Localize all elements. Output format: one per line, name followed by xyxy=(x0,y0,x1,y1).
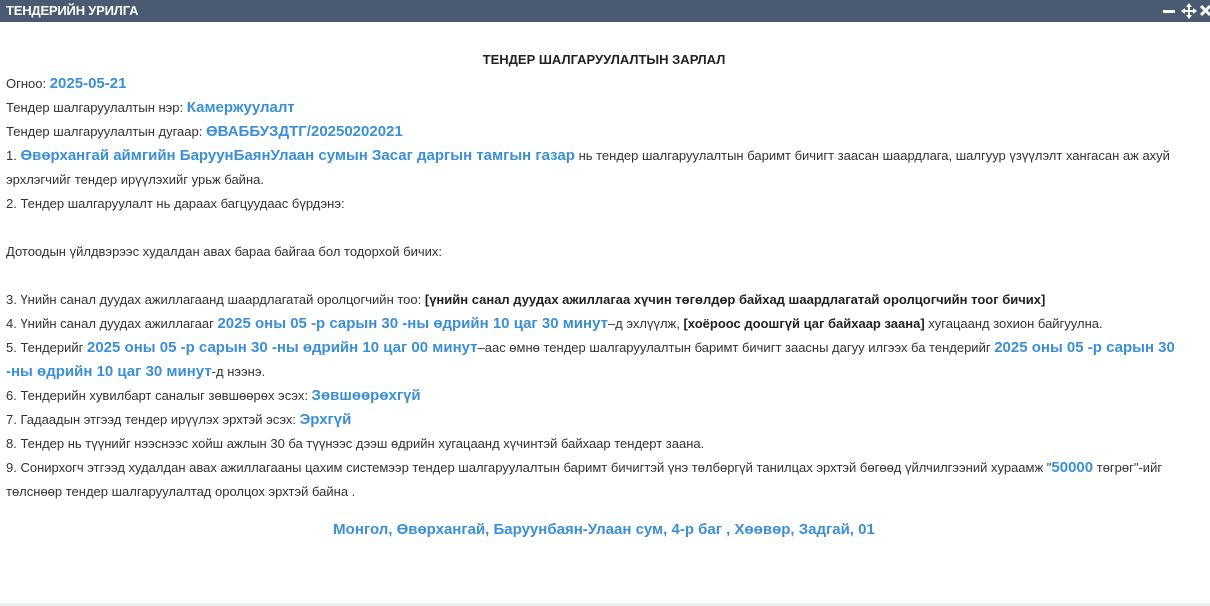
item-1-prefix: 1. xyxy=(6,148,21,163)
item-1 xyxy=(6,144,1202,192)
minimize-button[interactable] xyxy=(1160,2,1177,20)
item-4 xyxy=(6,312,1202,336)
item-7 xyxy=(6,408,1202,432)
opening-time: 2025 оны 05 -р сарын 30 -ны өдрийн 10 цаг 30 минут xyxy=(6,339,1175,380)
item-7-text: 7. Гадаадын этгээд тендер ирүүлэх эрхтэй эсэх: xyxy=(6,412,300,427)
item-9-text: 9. Сонирхогч этгээд худалдан авах ажиллагааны цахим системээр тендер шалгаруулалтын баримт бичигтэй үнэ төлбөргүй танилцах эрхтэй бөгөөд үйлчилгээний хураамж " xyxy=(6,460,1052,475)
move-button[interactable] xyxy=(1180,2,1197,20)
spacer xyxy=(6,264,1202,288)
item-4-placeholder: [хоёроос доошгүй цаг байхаар заана] xyxy=(683,316,925,331)
move-arrows-icon xyxy=(1181,3,1197,19)
item-2: 2. Тендер шалгаруулалт нь дараах багцуудаас бүрдэнэ: xyxy=(6,196,345,211)
item-6-text: 6. Тендерийн хувилбарт саналыг зөвшөөрөх эсэх: xyxy=(6,388,312,403)
date-value: 2025-05-21 xyxy=(49,75,127,92)
submission-deadline: 2025 оны 05 -р сарын 30 -ны өдрийн 10 цаг 00 минут xyxy=(87,339,478,356)
address: Монгол, Өвөрхангай, Баруунбаян-Улаан сум, 4-р баг , Хөөвөр, Задгай, 01 xyxy=(333,521,875,538)
organization-name: Өвөрхангай аймгийн БаруунБаянУлаан сумын Засаг даргын тамгын газар xyxy=(20,147,575,164)
window-titlebar xyxy=(0,0,1210,22)
date-row xyxy=(6,72,1202,96)
foreign-bidders-value: Эрхгүй xyxy=(299,411,352,428)
item-5-end: -д нээнэ. xyxy=(211,364,266,379)
item-9 xyxy=(6,456,1202,504)
close-icon xyxy=(1200,4,1210,18)
tender-number-value: ӨВАББУЗДТГ/20250202021 xyxy=(205,123,403,140)
item-6 xyxy=(6,384,1202,408)
auction-start-time: 2025 оны 05 -р сарын 30 -ны өдрийн 10 цаг 30 минут xyxy=(217,315,608,332)
item-3 xyxy=(6,288,1202,312)
tender-number-row xyxy=(6,120,1202,144)
tender-number-label: Тендер шалгаруулалтын дугаар: xyxy=(6,124,206,139)
item-5-mid: –аас өмнө тендер шалгаруулалтын баримт бичигт заасны дагуу илгээх ба тендерийг xyxy=(477,340,995,355)
tender-name-value: Камержуулалт xyxy=(186,99,295,116)
window-title: ТЕНДЕРИЙН УРИЛГА xyxy=(6,3,139,18)
spacer xyxy=(6,216,1202,240)
item-5-text: 5. Тендерийг xyxy=(6,340,87,355)
close-button[interactable] xyxy=(1200,2,1210,20)
item-4-mid: –д эхлүүлж, xyxy=(607,316,684,331)
item-4-end: хугацаанд зохион байгуулна. xyxy=(924,316,1103,331)
minus-icon xyxy=(1162,4,1176,18)
item-8: 8. Тендер нь түүнийг нээснээс хойш ажлын 30 ба түүнээс дээш өдрийн хугацаанд хүчинтэй байхаар тендерт заана. xyxy=(6,436,705,451)
item-3-placeholder: [үнийн санал дуудах ажиллагаа хүчин төгөлдөр байхад шаардлагатай оролцогчийн тоог бичих] xyxy=(424,292,1046,307)
fee-amount: 50000 xyxy=(1051,459,1094,476)
announcement-heading: ТЕНДЕР ШАЛГАРУУЛАЛТЫН ЗАРЛАЛ xyxy=(482,52,726,67)
item-1-text: нь тендер шалгаруулалтын баримт бичигт заасан шаардлага, шалгуур үзүүлэлт хангасан аж ахуй эрхлэгчийг тендер ирүүлэхийг урьж байна. xyxy=(6,148,1170,187)
item-5 xyxy=(6,336,1202,384)
item-9-end: төгрөг"-ийг төлснөөр тендер шалгаруулалтад оролцох эрхтэй байна . xyxy=(6,460,1163,499)
tender-name-label: Тендер шалгаруулалтын нэр: xyxy=(6,100,187,115)
item-4-text: 4. Үнийн санал дуудах ажиллагааг xyxy=(6,316,218,331)
tender-name-row xyxy=(6,96,1202,120)
domestic-goods-note: Дотоодын үйлдвэрээс худалдан авах бараа байгаа бол тодорхой бичих: xyxy=(6,244,442,259)
alternative-bids-value: Зөвшөөрөхгүй xyxy=(311,387,421,404)
announcement-body xyxy=(6,48,1202,542)
date-label: Огноо: xyxy=(6,76,50,91)
item-3-text: 3. Үнийн санал дуудах ажиллагаанд шаардлагатай оролцогчийн тоо: xyxy=(6,292,425,307)
window-controls xyxy=(1160,2,1210,20)
